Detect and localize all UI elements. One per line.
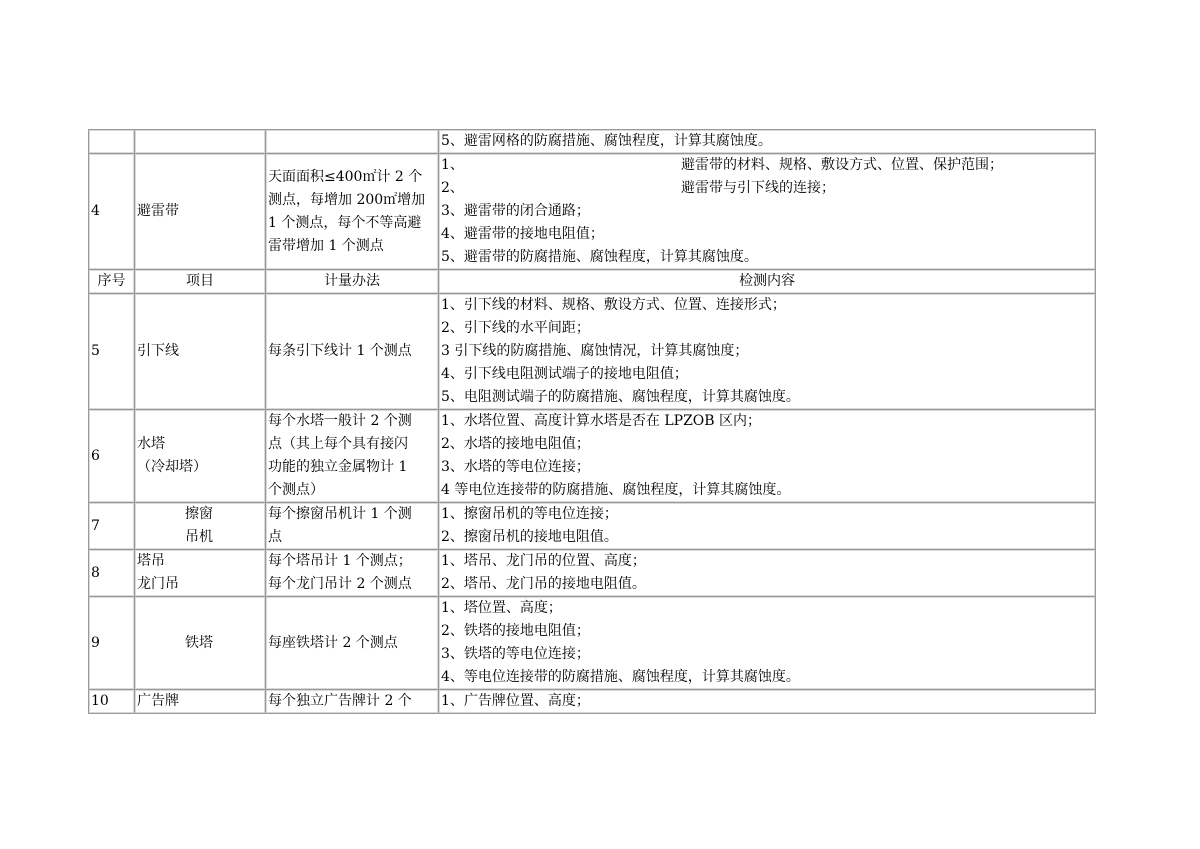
item-line: （冷却塔） xyxy=(137,459,207,475)
inspection-table xyxy=(88,129,1096,714)
content-line: 4 等电位连接带的防腐措施、腐蚀程度，计算其腐蚀度。 xyxy=(441,482,791,498)
item-line: 引下线 xyxy=(137,343,179,359)
method-line: 点 xyxy=(268,529,282,545)
content-line: 1、塔位置、高度； xyxy=(441,600,562,616)
content-line: 2、塔吊、龙门吊的接地电阻值。 xyxy=(441,576,646,592)
cell-method xyxy=(266,503,439,550)
content-text: 避雷带的材料、规格、敷设方式、位置、保护范围； xyxy=(681,157,1003,173)
method-line: 每个水塔一般计 2 个测 xyxy=(268,413,412,429)
method-line: 个测点） xyxy=(268,482,324,498)
content-line: 2、引下线的水平间距； xyxy=(441,320,590,336)
table-row xyxy=(89,410,1095,503)
method-line: 1 个测点，每个不等高避 xyxy=(268,214,422,231)
cell-method xyxy=(266,410,439,503)
method-line: 每个独立广告牌计 2 个 xyxy=(268,693,412,709)
content-line: 5、避雷网格的防腐措施、腐蚀程度，计算其腐蚀度。 xyxy=(441,133,772,149)
cell-item xyxy=(135,154,266,270)
content-line: 5、避雷带的防腐措施、腐蚀程度，计算其腐蚀度。 xyxy=(441,249,758,265)
cell-item xyxy=(135,294,266,410)
cell-content xyxy=(439,503,1095,550)
header-method: 计量办法 xyxy=(266,270,439,294)
cell-content xyxy=(439,410,1095,503)
table-row xyxy=(89,130,1095,154)
table-row xyxy=(89,690,1095,713)
content-line: 1、塔吊、龙门吊的位置、高度； xyxy=(441,553,646,569)
cell-item xyxy=(135,550,266,597)
method-line: 测点，每增加 200㎡增加 xyxy=(268,191,426,208)
content-line: 3、铁塔的等电位连接； xyxy=(441,646,590,662)
cell-method xyxy=(266,690,439,713)
cell-content xyxy=(439,294,1095,410)
content-line: 1、引下线的材料、规格、敷设方式、位置、连接形式； xyxy=(441,297,786,313)
item-line: 吊机 xyxy=(185,529,213,545)
content-line: 1、水塔位置、高度计算水塔是否在 LPZOB 区内； xyxy=(441,413,762,429)
cell-no: 9 xyxy=(89,597,135,690)
cell-content xyxy=(439,597,1095,690)
method-line: 每个龙门吊计 2 个测点 xyxy=(268,576,412,592)
cell-method xyxy=(266,550,439,597)
cell-item xyxy=(135,597,266,690)
cell-item xyxy=(135,410,266,503)
content-line: 3 引下线的防腐措施、腐蚀情况，计算其腐蚀度； xyxy=(441,343,749,359)
cell-no: 4 xyxy=(89,154,135,270)
content-line: 4、等电位连接带的防腐措施、腐蚀程度，计算其腐蚀度。 xyxy=(441,669,800,685)
item-line: 水塔 xyxy=(137,436,165,452)
content-line: 1、广告牌位置、高度； xyxy=(441,693,590,709)
method-line: 每个塔吊计 1 个测点； xyxy=(268,553,412,569)
item-line: 塔吊 xyxy=(137,553,165,569)
content-line: 2、铁塔的接地电阻值； xyxy=(441,623,590,639)
cell-content xyxy=(439,154,1095,270)
cell-item xyxy=(135,503,266,550)
table-row xyxy=(89,503,1095,550)
method-line: 每条引下线计 1 个测点 xyxy=(268,343,412,359)
item-line: 铁塔 xyxy=(185,634,213,651)
cell-method xyxy=(266,154,439,270)
header-no: 序号 xyxy=(89,270,135,294)
cell-content xyxy=(439,550,1095,597)
content-line: 3、避雷带的闭合通路； xyxy=(441,203,590,219)
method-line: 天面面积≤400㎡计 2 个 xyxy=(268,168,423,185)
content-line: 2、擦窗吊机的接地电阻值。 xyxy=(441,529,618,545)
method-line: 每个擦窗吊机计 1 个测 xyxy=(268,506,412,522)
cell-content xyxy=(439,130,1095,154)
cell-no xyxy=(89,130,135,154)
method-line: 每座铁塔计 2 个测点 xyxy=(268,634,398,651)
cell-content xyxy=(439,690,1095,713)
content-text: 避雷带与引下线的连接； xyxy=(681,180,835,196)
content-number: 2、 xyxy=(441,180,464,196)
cell-item xyxy=(135,690,266,713)
cell-no: 7 xyxy=(89,503,135,550)
content-line: 5、电阻测试端子的防腐措施、腐蚀程度，计算其腐蚀度。 xyxy=(441,389,800,405)
content-line: 4、避雷带的接地电阻值； xyxy=(441,226,604,242)
method-line: 雷带增加 1 个测点 xyxy=(268,237,384,254)
cell-method xyxy=(266,294,439,410)
header-content: 检测内容 xyxy=(439,270,1095,294)
cell-method xyxy=(266,130,439,154)
table-header-row xyxy=(89,270,1095,294)
header-item: 项目 xyxy=(135,270,266,294)
content-line: 2、水塔的接地电阻值； xyxy=(441,436,590,452)
item-line: 避雷带 xyxy=(137,203,179,219)
content-line xyxy=(441,177,1093,200)
method-line: 点（其上每个具有接闪 xyxy=(268,436,408,452)
cell-no: 8 xyxy=(89,550,135,597)
item-line: 擦窗 xyxy=(185,506,213,522)
cell-no: 5 xyxy=(89,294,135,410)
content-line: 4、引下线电阻测试端子的接地电阻值； xyxy=(441,366,688,382)
method-line: 功能的独立金属物计 1 xyxy=(268,459,408,475)
cell-no: 6 xyxy=(89,410,135,503)
cell-no: 10 xyxy=(89,690,135,713)
cell-item xyxy=(135,130,266,154)
content-line: 1、擦窗吊机的等电位连接； xyxy=(441,506,618,522)
item-line: 龙门吊 xyxy=(137,576,179,592)
cell-method xyxy=(266,597,439,690)
content-number: 1、 xyxy=(441,157,464,173)
table-row xyxy=(89,597,1095,690)
content-line: 3、水塔的等电位连接； xyxy=(441,459,590,475)
item-line: 广告牌 xyxy=(137,693,179,709)
table-row xyxy=(89,550,1095,597)
table-row xyxy=(89,294,1095,410)
table-row xyxy=(89,154,1095,270)
content-line xyxy=(441,154,1093,177)
